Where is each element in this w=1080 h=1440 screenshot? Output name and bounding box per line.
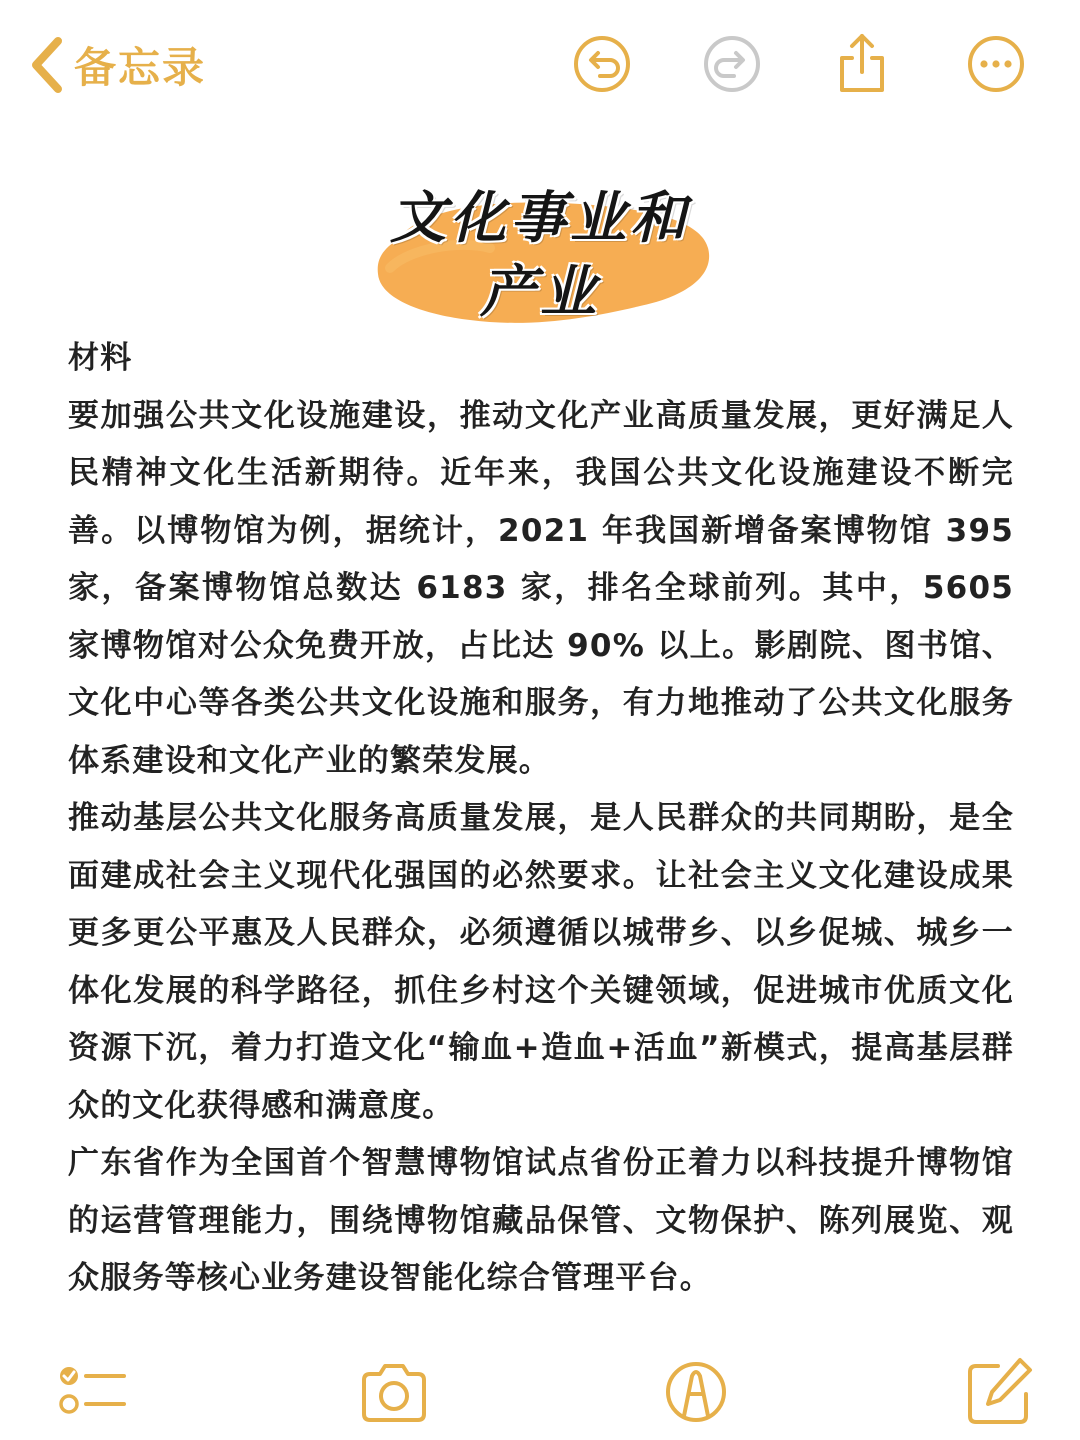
back-label: 备忘录 [74,43,207,92]
note-body[interactable] [68,330,1014,1308]
camera-icon[interactable] [356,1354,432,1430]
paragraph: 推动基层公共文化服务高质量发展，是人民群众的共同期盼，是全面建成社会主义现代化强国的必然要求。让社会主义文化建设成果更多更公平惠及人民群众，必须遵循以城带乡、以乡促城、城乡一体化发展的科学路径，抓住乡村这个关键领域，促进城市优质文化资源下沉，着力打造文化“输血+造血+活血”新模式，提高基层群众的文化获得感和满意度。 [68,800,1014,1124]
title-text [340,182,740,330]
more-icon[interactable] [964,32,1028,96]
note-title [340,178,740,348]
note-label: 材料 [68,340,133,376]
redo-icon[interactable] [700,32,764,96]
title-line-2: 产业 [480,260,600,325]
title-line-1: 文化事业和 [390,186,690,251]
checklist-icon[interactable] [54,1354,130,1430]
paragraph: 要加强公共文化设施建设，推动文化产业高质量发展，更好满足人民精神文化生活新期待。近年来，我国公共文化设施建设不断完善。以博物馆为例，据统计，2021 年我国新增备案博物馆 395 家，备案博物馆总数达 6183 家，排名全球前列。其中，5605 家博物馆对公众免费开放，占比达 90% 以上。影剧院、图书馆、文化中心等各类公共文化设施和服务，有力地推动了公共文化服务体系建设和文化产业的繁荣发展。 [68,397,1014,779]
bottom-toolbar [0,1340,1080,1440]
compose-icon[interactable] [962,1354,1038,1430]
share-icon[interactable] [830,32,894,96]
top-navigation-bar [0,0,1080,130]
paragraph: 广东省作为全国首个智慧博物馆试点省份正着力以科技提升博物馆的运营管理能力，围绕博物馆藏品保管、文物保护、陈列展览、观众服务等核心业务建设智能化综合管理平台。 [68,1145,1014,1296]
back-button[interactable] [26,30,206,100]
chevron-left-icon [26,33,66,97]
undo-icon[interactable] [570,32,634,96]
markup-pen-icon[interactable] [658,1354,734,1430]
